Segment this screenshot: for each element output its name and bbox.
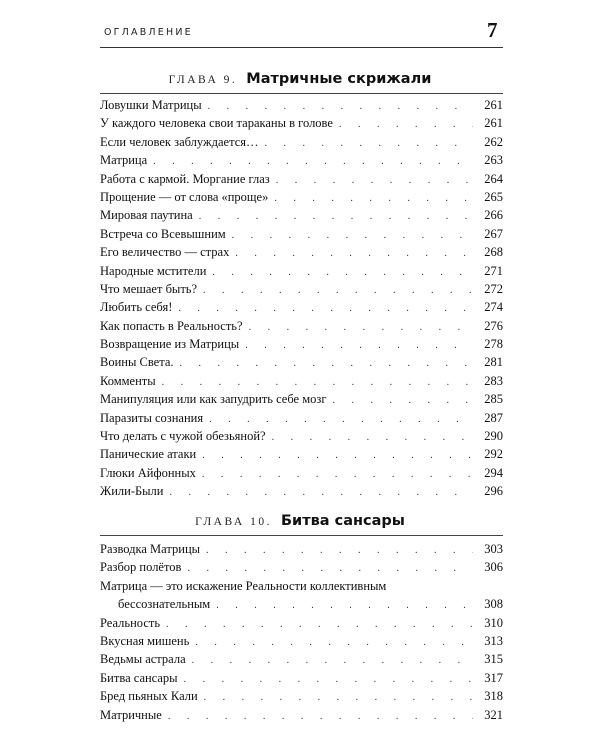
toc-entry-page: 264 bbox=[484, 171, 503, 186]
chapter-10-heading bbox=[0, 512, 600, 530]
toc-dot-leader bbox=[274, 190, 473, 208]
toc-dot-leader bbox=[169, 484, 473, 502]
toc-entry-page: 261 bbox=[484, 116, 503, 131]
toc-entry-page: 267 bbox=[484, 226, 503, 241]
running-head: ОГЛАВЛЕНИЕ bbox=[104, 27, 193, 38]
toc-entry-title: Матричные bbox=[100, 707, 162, 722]
toc-entry bbox=[100, 482, 503, 500]
toc-dot-leader bbox=[204, 689, 473, 707]
chapter-10-title: Битва сансары bbox=[280, 513, 405, 529]
toc-dot-leader bbox=[202, 466, 473, 484]
toc-dot-leader bbox=[192, 652, 473, 670]
toc-dot-leader bbox=[272, 429, 473, 447]
toc-entry-title: Любить себя! bbox=[100, 300, 173, 315]
toc-dot-leader bbox=[180, 355, 474, 373]
toc-entry-page: 287 bbox=[484, 410, 503, 425]
toc-entry-page: 317 bbox=[484, 670, 503, 685]
chapter-9-heading bbox=[0, 70, 600, 88]
toc-entry-title: Что делать с чужой обезьяной? bbox=[100, 429, 266, 444]
toc-entry bbox=[100, 114, 503, 132]
page-number: 7 bbox=[487, 18, 498, 42]
chapter-10-label: ГЛАВА 10. bbox=[195, 516, 272, 528]
toc-entry bbox=[100, 280, 503, 298]
toc-dot-leader bbox=[216, 597, 473, 615]
toc-dot-leader bbox=[245, 337, 473, 355]
toc-entry-title: Битва сансары bbox=[100, 670, 178, 685]
toc-entry-page: 315 bbox=[484, 652, 503, 667]
toc-entry bbox=[100, 445, 503, 463]
toc-entry-page: 262 bbox=[484, 134, 503, 149]
toc-entry-title: Комменты bbox=[100, 373, 156, 388]
toc-entry-page: 268 bbox=[484, 245, 503, 260]
toc-dot-leader bbox=[195, 634, 473, 652]
toc-dot-leader bbox=[276, 172, 473, 190]
toc-entry-title: У каждого человека свои тараканы в голове bbox=[100, 116, 333, 131]
toc-entry bbox=[100, 317, 503, 335]
toc-entry-title: Реальность bbox=[100, 615, 161, 630]
toc-entry-page: 281 bbox=[484, 355, 503, 370]
toc-dot-leader bbox=[332, 392, 473, 410]
toc-entry bbox=[100, 632, 503, 650]
toc-entry-page: 296 bbox=[484, 484, 503, 499]
toc-entry-page: 271 bbox=[484, 263, 503, 278]
toc-entry-title: Вкусная мишень bbox=[100, 633, 190, 648]
toc-entry bbox=[100, 427, 503, 445]
toc-entry-page: 318 bbox=[484, 689, 503, 704]
toc-entry-title: Разводка Матрицы bbox=[100, 542, 201, 556]
toc-entry bbox=[100, 372, 503, 390]
toc-entry bbox=[100, 225, 503, 243]
toc-entry bbox=[100, 390, 503, 408]
toc-entry-title: Паразиты сознания bbox=[100, 410, 204, 425]
toc-dot-leader bbox=[203, 282, 473, 300]
toc-entry-title: Матрица bbox=[100, 153, 148, 168]
toc-entry-page: 265 bbox=[484, 189, 503, 204]
toc-entry bbox=[100, 669, 503, 687]
chapter-9-rule bbox=[100, 93, 503, 94]
toc-entry bbox=[100, 188, 503, 206]
toc-entry bbox=[100, 335, 503, 353]
chapter-10-toc bbox=[100, 540, 503, 724]
toc-entry-title: Ведьмы астрала bbox=[100, 652, 186, 667]
toc-entry-page: 276 bbox=[484, 318, 503, 333]
toc-entry bbox=[100, 170, 503, 188]
toc-entry bbox=[100, 298, 503, 316]
toc-entry-page: 285 bbox=[484, 392, 503, 407]
toc-dot-leader bbox=[206, 542, 473, 560]
toc-entry-title: Работа с кармой. Моргание глаз bbox=[100, 171, 270, 186]
toc-dot-leader bbox=[184, 671, 473, 689]
toc-entry-title: Разбор полётов bbox=[100, 560, 182, 575]
toc-dot-leader bbox=[199, 208, 473, 226]
toc-entry-title: Панические атаки bbox=[100, 447, 197, 462]
toc-entry-page: 294 bbox=[484, 465, 503, 480]
toc-entry bbox=[100, 206, 503, 224]
toc-entry bbox=[100, 558, 503, 576]
toc-entry bbox=[100, 614, 503, 632]
toc-entry-title: Ловушки Матрицы bbox=[100, 98, 202, 112]
toc-entry bbox=[100, 243, 503, 261]
toc-dot-leader bbox=[166, 616, 473, 634]
toc-entry bbox=[100, 353, 503, 371]
toc-entry bbox=[100, 464, 503, 482]
toc-entry bbox=[100, 687, 503, 705]
toc-entry-page: 303 bbox=[484, 542, 503, 556]
toc-entry bbox=[100, 706, 503, 724]
toc-entry bbox=[100, 409, 503, 427]
chapter-10-rule bbox=[100, 535, 503, 536]
chapter-9-toc bbox=[100, 96, 503, 501]
toc-entry-title: Если человек заблуждается… bbox=[100, 134, 259, 149]
toc-entry-title-continuation: бессознательным bbox=[118, 597, 211, 612]
toc-dot-leader bbox=[212, 264, 473, 282]
chapter-9-label: ГЛАВА 9. bbox=[168, 74, 238, 86]
toc-entry-title: Возвращение из Матрицы bbox=[100, 337, 240, 352]
toc-entry-page: 283 bbox=[484, 373, 503, 388]
toc-entry-title: Воины Света. bbox=[100, 355, 174, 370]
toc-dot-leader bbox=[202, 447, 473, 465]
toc-entry-title: Бред пьяных Кали bbox=[100, 689, 198, 704]
toc-entry-page: 306 bbox=[484, 560, 503, 575]
toc-entry-title: Как попасть в Реальность? bbox=[100, 318, 243, 333]
toc-entry-title: Прощение — от слова «проще» bbox=[100, 189, 269, 204]
toc-entry bbox=[100, 540, 503, 558]
chapter-9-title: Матричные скрижали bbox=[246, 71, 432, 87]
header-rule bbox=[100, 47, 503, 48]
toc-entry-page: 313 bbox=[484, 633, 503, 648]
toc-dot-leader bbox=[235, 245, 473, 263]
toc-entry-title: Встреча со Всевышним bbox=[100, 226, 226, 241]
toc-entry bbox=[100, 650, 503, 668]
toc-entry-page: 272 bbox=[484, 281, 503, 296]
toc-dot-leader bbox=[232, 227, 473, 245]
toc-entry-page: 292 bbox=[484, 447, 503, 462]
toc-entry-title: Его величество — страх bbox=[100, 245, 230, 260]
toc-entry-page: 310 bbox=[484, 615, 503, 630]
toc-entry-page: 308 bbox=[484, 597, 503, 612]
toc-entry-title: Матрица — это искажение Реальности коллективным bbox=[100, 578, 387, 593]
toc-entry bbox=[100, 595, 503, 613]
toc-entry-title: Глюки Айфонных bbox=[100, 465, 196, 480]
toc-dot-leader bbox=[249, 319, 473, 337]
toc-entry bbox=[100, 96, 503, 114]
toc-entry bbox=[100, 151, 503, 169]
toc-entry-page: 261 bbox=[484, 98, 503, 112]
toc-entry-title: Народные мстители bbox=[100, 263, 207, 278]
toc-entry-page: 278 bbox=[484, 337, 503, 352]
toc-entry-page: 274 bbox=[484, 300, 503, 315]
toc-entry bbox=[100, 133, 503, 151]
toc-entry-title: Манипуляция или как запудрить себе мозг bbox=[100, 392, 327, 407]
toc-entry-title: Мировая паутина bbox=[100, 208, 193, 223]
toc-dot-leader bbox=[265, 135, 474, 153]
toc-entry-page: 263 bbox=[484, 153, 503, 168]
toc-dot-leader bbox=[168, 708, 473, 726]
toc-entry-page: 290 bbox=[484, 429, 503, 444]
toc-entry-page: 321 bbox=[484, 707, 503, 722]
toc-entry bbox=[100, 262, 503, 280]
toc-dot-leader bbox=[339, 116, 473, 134]
toc-entry-title: Что мешает быть? bbox=[100, 281, 198, 296]
toc-entry-page: 266 bbox=[484, 208, 503, 223]
toc-entry-title: Жили-Были bbox=[100, 484, 164, 499]
